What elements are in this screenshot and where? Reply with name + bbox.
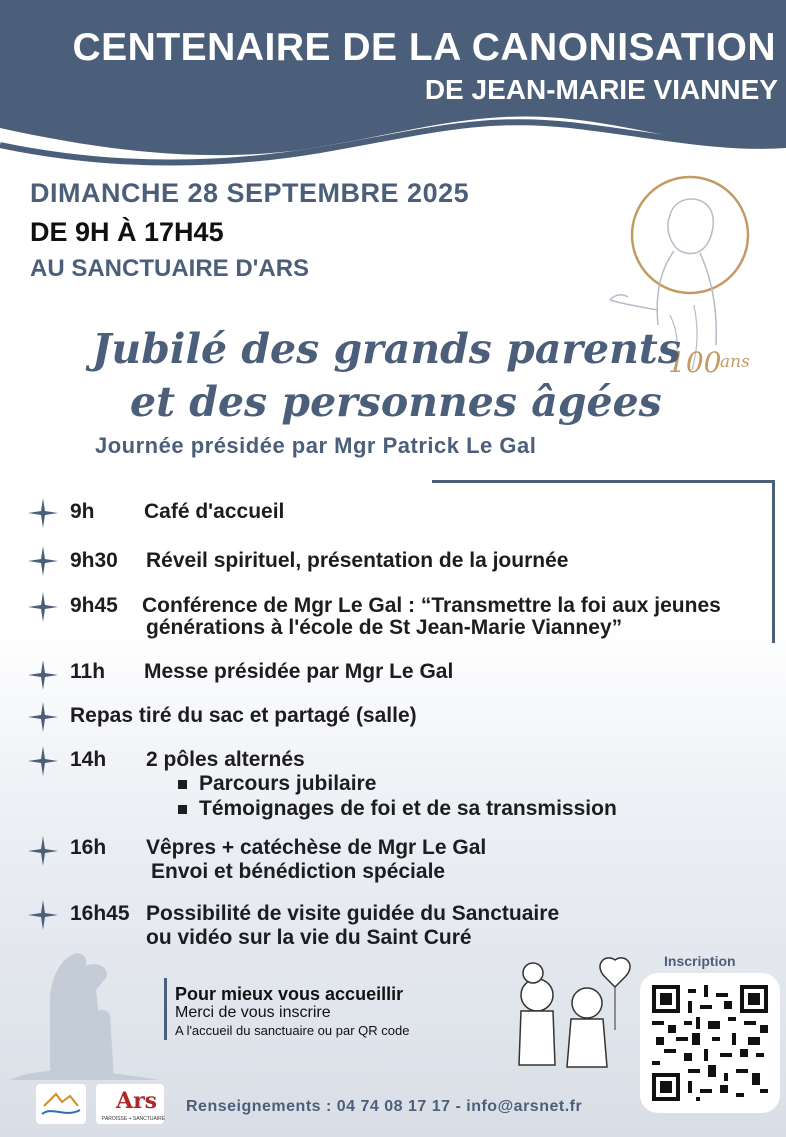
main-subtitle: DE JEAN-MARIE VIANNEY [424,74,778,105]
program-desc: Réveil spirituel, présentation de la journée [146,549,569,572]
qr-code-card[interactable] [640,973,780,1113]
qr-code[interactable] [652,985,768,1101]
event-place: AU SANCTUAIRE D'ARS [30,255,310,282]
main-title: CENTENAIRE DE LA CANONISATION [72,26,776,69]
program-time: 9h30 [70,549,118,572]
header-banner [0,0,786,175]
star-icon [28,702,58,732]
star-icon [28,836,58,866]
welcome-line3: A l'accueil du sanctuaire ou par QR code [175,1023,410,1038]
program-time: 9h [70,500,95,523]
star-icon [28,746,58,776]
program-time: 16h [70,836,107,859]
program-time: 9h45 [70,594,118,617]
ars-logo-text: Ars [116,1088,158,1114]
event-hours: DE 9H À 17H45 [30,217,224,247]
contact-info: Renseignements : 04 74 08 17 17 - info@arsnet.fr [186,1098,583,1115]
diocese-logo [36,1084,86,1124]
star-icon [28,900,58,930]
diocese-logo-graphic [36,1084,86,1124]
jubilee-title-line2: et des personnes âgées [130,378,662,426]
star-icon [28,660,58,690]
hundred-years-number: 100 [668,346,722,379]
program-bullet: Parcours jubilaire [178,772,376,796]
welcome-line2: Merci de vous inscrire [175,1004,331,1021]
statue-silhouette [10,930,160,1080]
star-icon [28,592,58,622]
star-icon [28,498,58,528]
program-desc: 2 pôles alternés [146,748,305,771]
program-desc: Repas tiré du sac et partagé (salle) [70,704,417,727]
program-desc: Conférence de Mgr Le Gal : “Transmettre la foi aux jeunes [142,594,721,617]
program-time: 11h [70,660,106,683]
ars-logo-subtitle: PAROISSE + SANCTUAIRE [102,1116,166,1122]
grandparents-illustration [505,955,640,1080]
program-desc: Possibilité de visite guidée du Sanctuaire [146,902,560,925]
program-time: 14h [70,748,107,771]
program-desc: Café d'accueil [144,500,285,523]
program-time: 16h45 [70,902,130,925]
event-date: DIMANCHE 28 SEPTEMBRE 2025 [30,178,470,208]
program-bullet: Témoignages de foi et de sa transmission [178,797,617,821]
hundred-years-suffix: ans [720,352,750,372]
program-desc: Vêpres + catéchèse de Mgr Le Gal [146,836,487,859]
program-desc-line2: ou vidéo sur la vie du Saint Curé [146,926,472,949]
welcome-title: Pour mieux vous accueillir [175,984,404,1004]
star-icon [28,546,58,576]
program-desc: Messe présidée par Mgr Le Gal [144,660,454,683]
program-desc-line2: Envoi et bénédiction spéciale [151,860,446,883]
qr-label: Inscription [664,953,736,969]
presided-by: Journée présidée par Mgr Patrick Le Gal [95,433,537,458]
program-desc-line2: générations à l'école de St Jean-Marie Vianney” [146,616,623,639]
jubilee-title-line1: Jubilé des grands parents [92,325,681,373]
